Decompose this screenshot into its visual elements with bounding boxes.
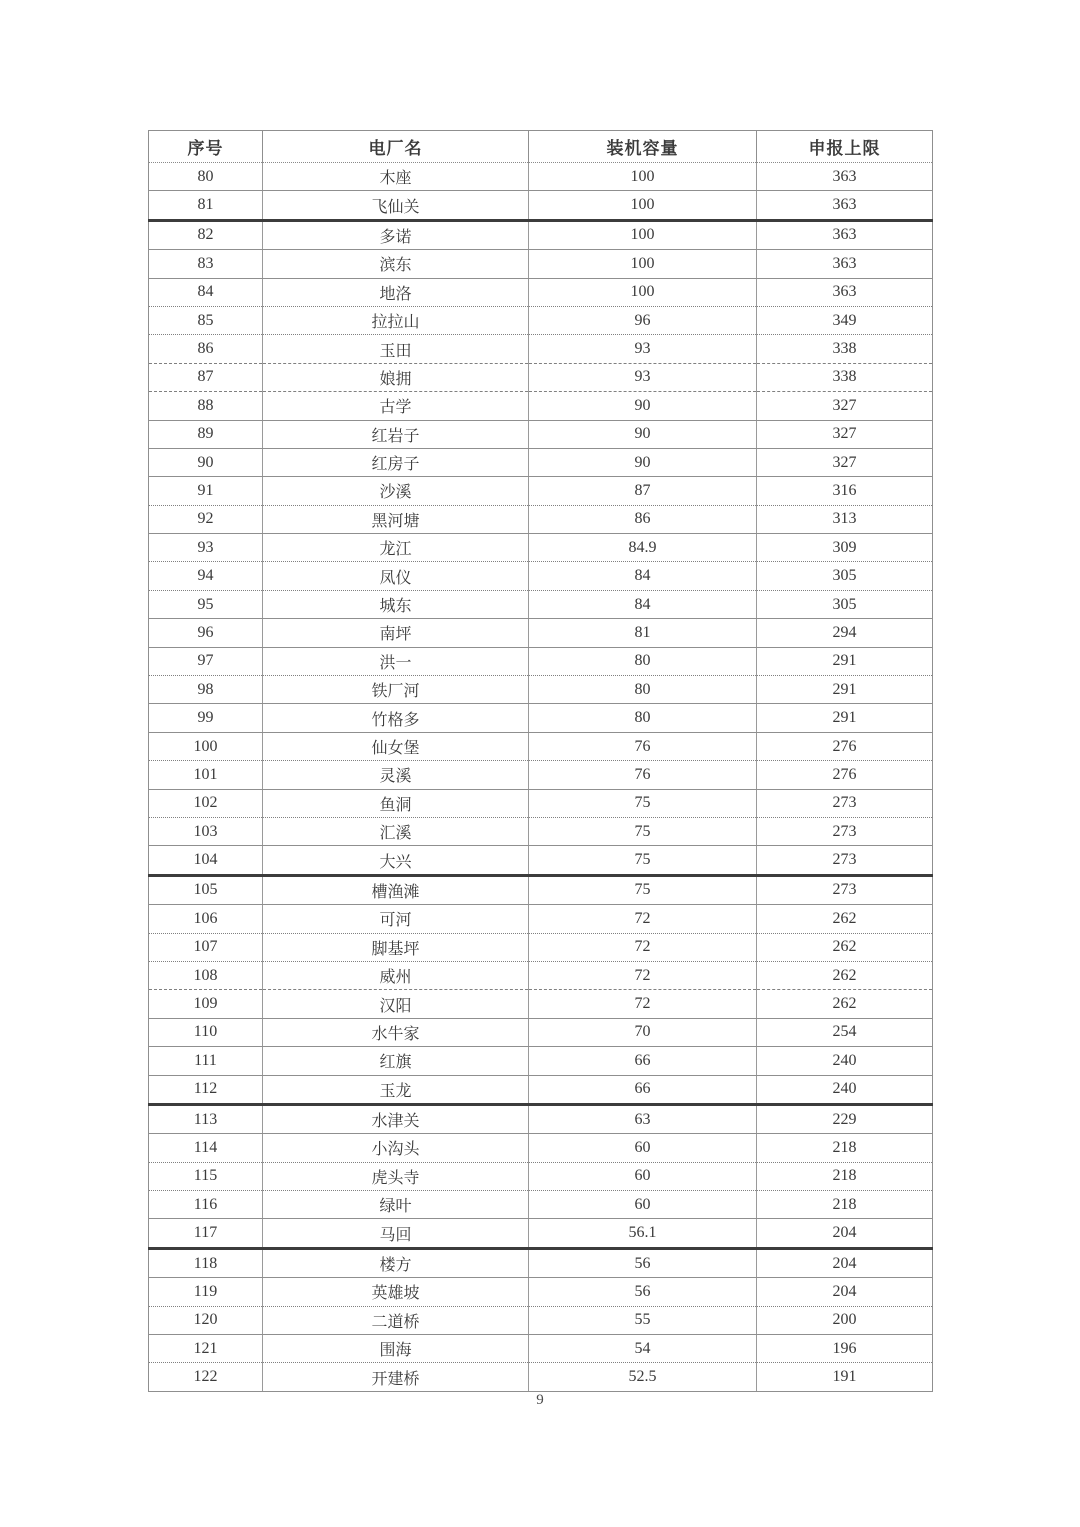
cell-limit: 276 xyxy=(757,732,933,760)
cell-name: 竹格多 xyxy=(263,704,529,732)
cell-index: 103 xyxy=(149,817,263,845)
table-row xyxy=(149,1018,933,1046)
cell-limit: 229 xyxy=(757,1104,933,1133)
cell-capacity: 90 xyxy=(529,420,757,448)
cell-index: 98 xyxy=(149,676,263,704)
column-header-index: 序号 xyxy=(149,131,263,163)
cell-limit: 291 xyxy=(757,647,933,675)
cell-index: 102 xyxy=(149,789,263,817)
cell-capacity: 80 xyxy=(529,647,757,675)
cell-name: 城东 xyxy=(263,590,529,618)
cell-name: 红房子 xyxy=(263,448,529,476)
table-row xyxy=(149,448,933,476)
cell-name: 马回 xyxy=(263,1219,529,1248)
cell-limit: 273 xyxy=(757,817,933,845)
cell-index: 95 xyxy=(149,590,263,618)
table-row xyxy=(149,1306,933,1334)
cell-name: 古学 xyxy=(263,392,529,420)
cell-index: 87 xyxy=(149,363,263,391)
cell-index: 84 xyxy=(149,278,263,306)
cell-capacity: 66 xyxy=(529,1047,757,1075)
table-row xyxy=(149,392,933,420)
cell-capacity: 56 xyxy=(529,1278,757,1306)
cell-name: 大兴 xyxy=(263,846,529,875)
cell-capacity: 72 xyxy=(529,905,757,933)
cell-name: 英雄坡 xyxy=(263,1278,529,1306)
cell-index: 99 xyxy=(149,704,263,732)
cell-capacity: 75 xyxy=(529,846,757,875)
power-plant-table xyxy=(148,130,933,1392)
cell-limit: 262 xyxy=(757,933,933,961)
cell-capacity: 87 xyxy=(529,477,757,505)
cell-index: 91 xyxy=(149,477,263,505)
table-row xyxy=(149,619,933,647)
cell-capacity: 81 xyxy=(529,619,757,647)
cell-name: 汇溪 xyxy=(263,817,529,845)
cell-limit: 218 xyxy=(757,1134,933,1162)
cell-name: 威州 xyxy=(263,961,529,989)
cell-capacity: 72 xyxy=(529,933,757,961)
cell-name: 拉拉山 xyxy=(263,306,529,334)
cell-index: 93 xyxy=(149,534,263,562)
cell-name: 二道桥 xyxy=(263,1306,529,1334)
cell-name: 玉田 xyxy=(263,335,529,363)
table-row xyxy=(149,1047,933,1075)
cell-capacity: 66 xyxy=(529,1075,757,1104)
cell-limit: 338 xyxy=(757,335,933,363)
cell-index: 86 xyxy=(149,335,263,363)
cell-index: 122 xyxy=(149,1363,263,1391)
cell-limit: 273 xyxy=(757,846,933,875)
table-row xyxy=(149,846,933,875)
cell-capacity: 75 xyxy=(529,789,757,817)
cell-index: 105 xyxy=(149,875,263,904)
cell-limit: 305 xyxy=(757,562,933,590)
cell-name: 灵溪 xyxy=(263,761,529,789)
table-row xyxy=(149,505,933,533)
cell-name: 飞仙关 xyxy=(263,191,529,220)
cell-capacity: 76 xyxy=(529,761,757,789)
table-row xyxy=(149,1104,933,1133)
cell-limit: 327 xyxy=(757,448,933,476)
cell-capacity: 84.9 xyxy=(529,534,757,562)
cell-limit: 291 xyxy=(757,704,933,732)
table-row xyxy=(149,704,933,732)
cell-name: 红岩子 xyxy=(263,420,529,448)
cell-limit: 204 xyxy=(757,1219,933,1248)
cell-name: 洪一 xyxy=(263,647,529,675)
cell-limit: 262 xyxy=(757,961,933,989)
cell-capacity: 70 xyxy=(529,1018,757,1046)
cell-limit: 204 xyxy=(757,1248,933,1277)
cell-capacity: 80 xyxy=(529,676,757,704)
table-row xyxy=(149,990,933,1018)
cell-limit: 338 xyxy=(757,363,933,391)
cell-index: 104 xyxy=(149,846,263,875)
cell-limit: 327 xyxy=(757,420,933,448)
cell-limit: 240 xyxy=(757,1047,933,1075)
cell-name: 水津关 xyxy=(263,1104,529,1133)
cell-name: 开建桥 xyxy=(263,1363,529,1391)
cell-capacity: 93 xyxy=(529,363,757,391)
table-row xyxy=(149,647,933,675)
cell-limit: 218 xyxy=(757,1162,933,1190)
cell-index: 117 xyxy=(149,1219,263,1248)
cell-capacity: 56.1 xyxy=(529,1219,757,1248)
table-row xyxy=(149,1191,933,1219)
table-row xyxy=(149,961,933,989)
cell-capacity: 60 xyxy=(529,1162,757,1190)
cell-name: 围海 xyxy=(263,1335,529,1363)
table-row xyxy=(149,163,933,191)
table-row xyxy=(149,220,933,249)
cell-limit: 218 xyxy=(757,1191,933,1219)
cell-limit: 363 xyxy=(757,191,933,220)
cell-index: 90 xyxy=(149,448,263,476)
cell-limit: 349 xyxy=(757,306,933,334)
cell-name: 槽渔滩 xyxy=(263,875,529,904)
cell-limit: 200 xyxy=(757,1306,933,1334)
table-row xyxy=(149,590,933,618)
cell-name: 虎头寺 xyxy=(263,1162,529,1190)
cell-capacity: 100 xyxy=(529,220,757,249)
cell-limit: 262 xyxy=(757,905,933,933)
cell-limit: 273 xyxy=(757,789,933,817)
cell-index: 110 xyxy=(149,1018,263,1046)
table-row xyxy=(149,191,933,220)
cell-index: 92 xyxy=(149,505,263,533)
cell-index: 116 xyxy=(149,1191,263,1219)
cell-index: 108 xyxy=(149,961,263,989)
cell-index: 107 xyxy=(149,933,263,961)
cell-name: 娘拥 xyxy=(263,363,529,391)
cell-capacity: 75 xyxy=(529,875,757,904)
cell-index: 121 xyxy=(149,1335,263,1363)
cell-limit: 254 xyxy=(757,1018,933,1046)
table-row xyxy=(149,1278,933,1306)
cell-name: 南坪 xyxy=(263,619,529,647)
cell-limit: 204 xyxy=(757,1278,933,1306)
cell-limit: 273 xyxy=(757,875,933,904)
cell-name: 凤仪 xyxy=(263,562,529,590)
cell-name: 黑河塘 xyxy=(263,505,529,533)
table-row xyxy=(149,676,933,704)
cell-limit: 313 xyxy=(757,505,933,533)
table-row xyxy=(149,732,933,760)
table-row xyxy=(149,1363,933,1391)
cell-index: 96 xyxy=(149,619,263,647)
table-row xyxy=(149,562,933,590)
cell-index: 82 xyxy=(149,220,263,249)
cell-index: 83 xyxy=(149,250,263,278)
cell-index: 114 xyxy=(149,1134,263,1162)
cell-name: 脚基坪 xyxy=(263,933,529,961)
cell-capacity: 86 xyxy=(529,505,757,533)
cell-name: 沙溪 xyxy=(263,477,529,505)
cell-limit: 309 xyxy=(757,534,933,562)
cell-capacity: 100 xyxy=(529,278,757,306)
cell-capacity: 100 xyxy=(529,163,757,191)
cell-limit: 291 xyxy=(757,676,933,704)
cell-limit: 363 xyxy=(757,220,933,249)
table-row xyxy=(149,1134,933,1162)
cell-index: 111 xyxy=(149,1047,263,1075)
cell-capacity: 56 xyxy=(529,1248,757,1277)
cell-name: 木座 xyxy=(263,163,529,191)
cell-capacity: 72 xyxy=(529,990,757,1018)
cell-capacity: 52.5 xyxy=(529,1363,757,1391)
cell-limit: 316 xyxy=(757,477,933,505)
page-number: 9 xyxy=(536,1392,544,1408)
cell-index: 94 xyxy=(149,562,263,590)
cell-capacity: 75 xyxy=(529,817,757,845)
table-row xyxy=(149,761,933,789)
cell-limit: 276 xyxy=(757,761,933,789)
cell-name: 绿叶 xyxy=(263,1191,529,1219)
cell-index: 97 xyxy=(149,647,263,675)
cell-capacity: 84 xyxy=(529,590,757,618)
cell-limit: 294 xyxy=(757,619,933,647)
table-row xyxy=(149,933,933,961)
cell-index: 119 xyxy=(149,1278,263,1306)
cell-limit: 363 xyxy=(757,163,933,191)
cell-capacity: 60 xyxy=(529,1191,757,1219)
column-header-name: 电厂名 xyxy=(263,131,529,163)
cell-name: 可河 xyxy=(263,905,529,933)
table-body xyxy=(149,163,933,1392)
cell-capacity: 100 xyxy=(529,191,757,220)
cell-name: 多诺 xyxy=(263,220,529,249)
cell-capacity: 72 xyxy=(529,961,757,989)
cell-name: 水牛家 xyxy=(263,1018,529,1046)
cell-name: 铁厂河 xyxy=(263,676,529,704)
table-row xyxy=(149,477,933,505)
table-row xyxy=(149,420,933,448)
cell-capacity: 96 xyxy=(529,306,757,334)
cell-limit: 363 xyxy=(757,278,933,306)
cell-capacity: 80 xyxy=(529,704,757,732)
cell-limit: 305 xyxy=(757,590,933,618)
cell-capacity: 100 xyxy=(529,250,757,278)
cell-capacity: 93 xyxy=(529,335,757,363)
column-header-limit: 申报上限 xyxy=(757,131,933,163)
cell-limit: 262 xyxy=(757,990,933,1018)
table-row xyxy=(149,875,933,904)
column-header-capacity: 装机容量 xyxy=(529,131,757,163)
cell-limit: 327 xyxy=(757,392,933,420)
table-row xyxy=(149,534,933,562)
cell-index: 113 xyxy=(149,1104,263,1133)
table-row xyxy=(149,278,933,306)
cell-capacity: 55 xyxy=(529,1306,757,1334)
cell-capacity: 90 xyxy=(529,392,757,420)
cell-name: 地洛 xyxy=(263,278,529,306)
cell-limit: 363 xyxy=(757,250,933,278)
cell-index: 81 xyxy=(149,191,263,220)
table-row xyxy=(149,789,933,817)
cell-index: 112 xyxy=(149,1075,263,1104)
table-row xyxy=(149,1162,933,1190)
table-row xyxy=(149,905,933,933)
cell-limit: 240 xyxy=(757,1075,933,1104)
cell-name: 楼方 xyxy=(263,1248,529,1277)
table-row xyxy=(149,1219,933,1248)
cell-capacity: 90 xyxy=(529,448,757,476)
cell-capacity: 54 xyxy=(529,1335,757,1363)
cell-name: 小沟头 xyxy=(263,1134,529,1162)
cell-name: 玉龙 xyxy=(263,1075,529,1104)
cell-name: 仙女堡 xyxy=(263,732,529,760)
table-row xyxy=(149,306,933,334)
cell-limit: 196 xyxy=(757,1335,933,1363)
cell-limit: 191 xyxy=(757,1363,933,1391)
cell-name: 龙江 xyxy=(263,534,529,562)
table-row xyxy=(149,817,933,845)
cell-capacity: 60 xyxy=(529,1134,757,1162)
cell-index: 89 xyxy=(149,420,263,448)
cell-index: 88 xyxy=(149,392,263,420)
cell-name: 汉阳 xyxy=(263,990,529,1018)
cell-name: 鱼洞 xyxy=(263,789,529,817)
cell-index: 100 xyxy=(149,732,263,760)
cell-index: 115 xyxy=(149,1162,263,1190)
cell-name: 滨东 xyxy=(263,250,529,278)
cell-capacity: 63 xyxy=(529,1104,757,1133)
cell-index: 85 xyxy=(149,306,263,334)
table-row xyxy=(149,335,933,363)
cell-index: 120 xyxy=(149,1306,263,1334)
cell-index: 109 xyxy=(149,990,263,1018)
cell-index: 101 xyxy=(149,761,263,789)
cell-index: 80 xyxy=(149,163,263,191)
table-row xyxy=(149,363,933,391)
table-row xyxy=(149,1075,933,1104)
cell-index: 106 xyxy=(149,905,263,933)
cell-capacity: 76 xyxy=(529,732,757,760)
cell-name: 红旗 xyxy=(263,1047,529,1075)
table-header-row xyxy=(149,131,933,163)
table-row xyxy=(149,1248,933,1277)
table-row xyxy=(149,1335,933,1363)
cell-capacity: 84 xyxy=(529,562,757,590)
cell-index: 118 xyxy=(149,1248,263,1277)
table-row xyxy=(149,250,933,278)
